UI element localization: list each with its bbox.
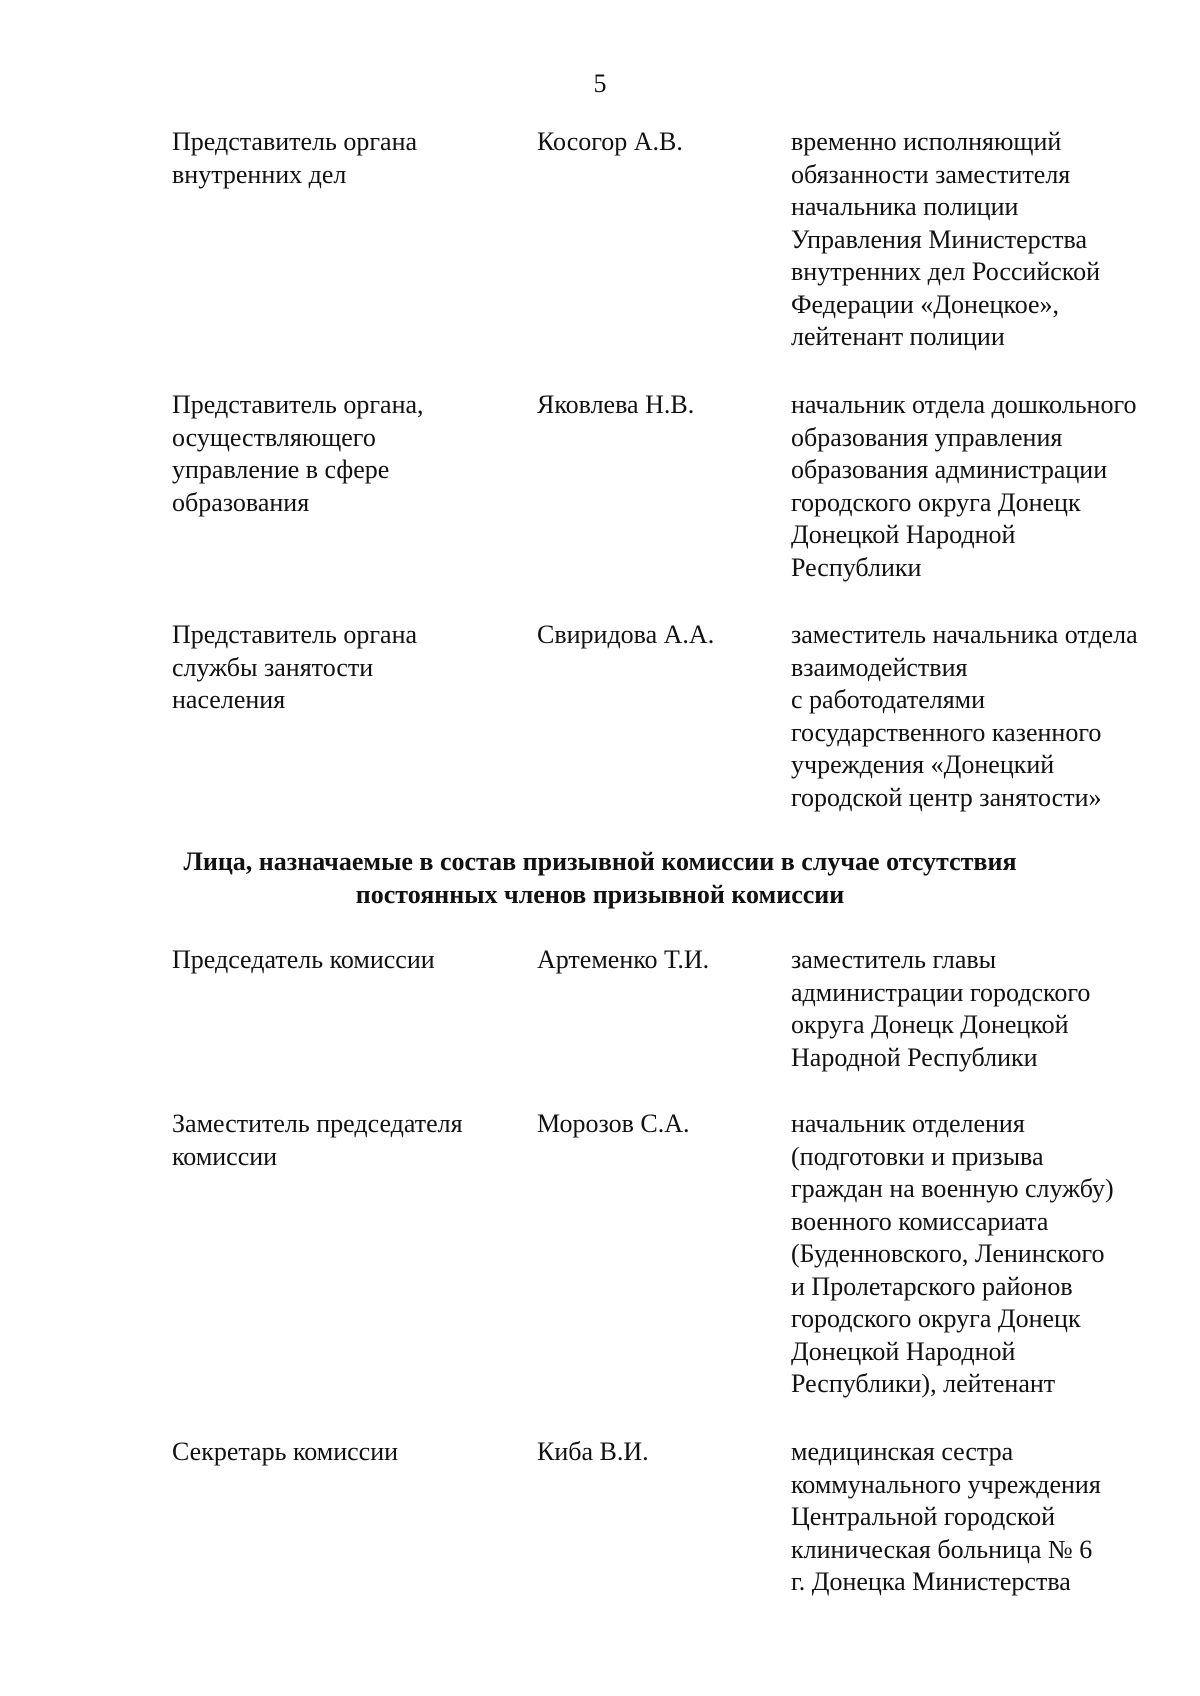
member-position: заместитель начальника отдела взаимодействия с работодателями государственного казенного учреждения «Донецкий городской центр занятости» <box>791 620 1138 812</box>
member-name: Киба В.И. <box>537 1437 649 1466</box>
member-role: Председатель комиссии <box>172 945 435 974</box>
member-role: Представитель органа, осуществляющего управление в сфере образования <box>172 390 424 517</box>
member-role: Представитель органа службы занятости населения <box>172 620 418 714</box>
member-name: Косогор А.В. <box>537 127 683 156</box>
member-position: медицинская сестра коммунального учреждения Центральной городской клиническая больница № 6 г. Донецка Министерства <box>791 1437 1101 1596</box>
page-number: 5 <box>593 69 607 98</box>
member-name: Свиридова А.А. <box>537 620 715 649</box>
section-heading: Лица, назначаемые в состав призывной комиссии в случае отсутствия постоянных членов призывной комиссии <box>183 847 1017 909</box>
member-role: Представитель органа внутренних дел <box>172 127 418 189</box>
member-position: начальник отдела дошкольного образования управления образования администрации городского округа Донецк Донецкой Народной Республики <box>791 390 1137 582</box>
member-name: Яковлева Н.В. <box>537 390 695 419</box>
member-position: временно исполняющий обязанности заместителя начальника полиции Управления Министерства внутренних дел Российской Федерации «Донецкое», лейтенант полиции <box>791 127 1101 351</box>
member-position: заместитель главы администрации городского округа Донецк Донецкой Народной Республики <box>791 945 1091 1072</box>
member-position: начальник отделения (подготовки и призыва граждан на военную службу) военного комиссариата (Буденновского, Ленинского и Пролетарского районов городского округа Донецк Донецкой Народной Республики), лейтенант <box>791 1109 1114 1398</box>
member-role: Секретарь комиссии <box>172 1437 399 1466</box>
member-role: Заместитель председателя комиссии <box>172 1109 463 1171</box>
member-name: Морозов С.А. <box>537 1109 690 1138</box>
member-name: Артеменко Т.И. <box>537 945 710 974</box>
